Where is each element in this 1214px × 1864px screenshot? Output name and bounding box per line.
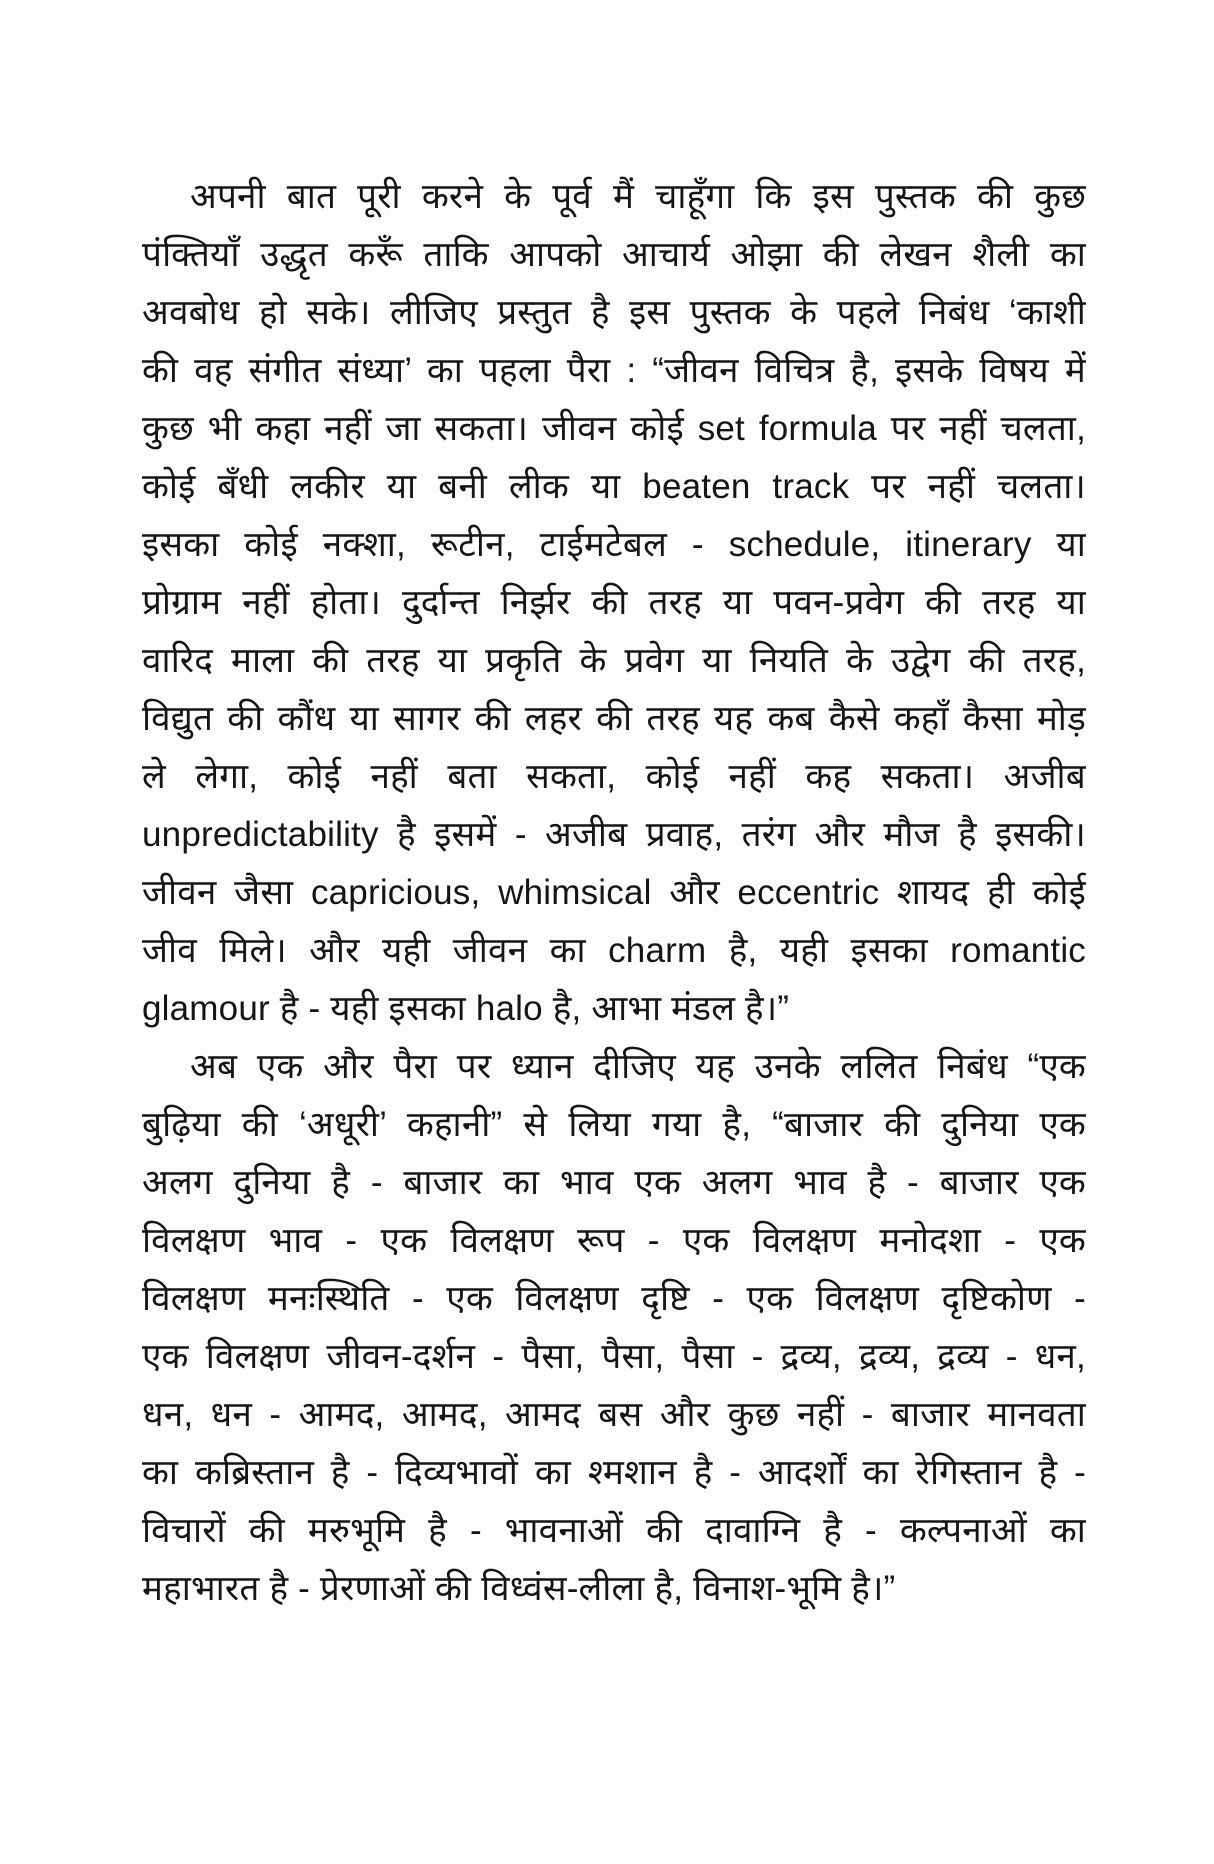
text-line: एक विलक्षण जीवन-दर्शन - पैसा, पैसा, पैसा - द्रव्य, द्रव्य, द्रव्य - धन, [142, 1337, 1086, 1376]
text-line: विलक्षण भाव - एक विलक्षण रूप - एक विलक्षण मनोदशा - एक [142, 1221, 1086, 1260]
text-line: unpredictability है इसमें - अजीब प्रवाह, तरंग और मौज है इसकी। [142, 815, 1086, 854]
text-line: विलक्षण मनःस्थिति - एक विलक्षण दृष्टि - एक विलक्षण दृष्टिकोण - [142, 1279, 1086, 1318]
text-line: इसका कोई नक्शा, रूटीन, टाईमटेबल - schedule, itinerary या [142, 525, 1086, 564]
text-line: कुछ भी कहा नहीं जा सकता। जीवन कोई set formula पर नहीं चलता, [142, 409, 1086, 448]
text-line: अवबोध हो सके। लीजिए प्रस्तुत है इस पुस्तक के पहले निबंध ‘काशी [142, 293, 1086, 332]
text-line: अब एक और पैरा पर ध्यान दीजिए यह उनके ललित निबंध “एक [190, 1047, 1086, 1086]
text-line: ले लेगा, कोई नहीं बता सकता, कोई नहीं कह सकता। अजीब [142, 757, 1086, 796]
text-line: की वह संगीत संध्या’ का पहला पैरा : “जीवन विचित्र है, इसके विषय में [142, 351, 1086, 390]
text-line: धन, धन - आमद, आमद, आमद बस और कुछ नहीं - बाजार मानवता [142, 1395, 1086, 1434]
text-line: प्रोग्राम नहीं होता। दुर्दान्त निर्झर की तरह या पवन-प्रवेग की तरह या [142, 583, 1086, 622]
text-line: कोई बँधी लकीर या बनी लीक या beaten track पर नहीं चलता। [142, 467, 1086, 506]
text-line: विचारों की मरुभूमि है - भावनाओं की दावाग्नि है - कल्पनाओं का [142, 1511, 1086, 1550]
text-line: अलग दुनिया है - बाजार का भाव एक अलग भाव है - बाजार एक [142, 1163, 1086, 1202]
text-line: वारिद माला की तरह या प्रकृति के प्रवेग या नियति के उद्वेग की तरह, [142, 641, 1086, 680]
text-line: जीव मिले। और यही जीवन का charm है, यही इसका romantic [142, 931, 1086, 970]
text-line: glamour है - यही इसका halo है, आभा मंडल है।” [142, 989, 790, 1028]
text-line: महाभारत है - प्रेरणाओं की विध्वंस-लीला है, विनाश-भूमि है।” [142, 1569, 896, 1608]
text-line: विद्युत की कौंध या सागर की लहर की तरह यह कब कैसे कहाँ कैसा मोड़ [142, 699, 1086, 738]
text-line: जीवन जैसा capricious, whimsical और eccentric शायद ही कोई [142, 873, 1086, 912]
text-line: का कब्रिस्तान है - दिव्यभावों का श्मशान है - आदर्शों का रेगिस्तान है - [142, 1453, 1086, 1492]
text-block [142, 168, 1086, 1618]
text-line: अपनी बात पूरी करने के पूर्व मैं चाहूँगा कि इस पुस्तक की कुछ [190, 177, 1086, 216]
text-line: पंक्तियाँ उद्धृत करूँ ताकि आपको आचार्य ओझा की लेखन शैली का [142, 235, 1086, 274]
text-line: बुढ़िया की ‘अधूरी’ कहानी” से लिया गया है, “बाजार की दुनिया एक [142, 1105, 1086, 1144]
